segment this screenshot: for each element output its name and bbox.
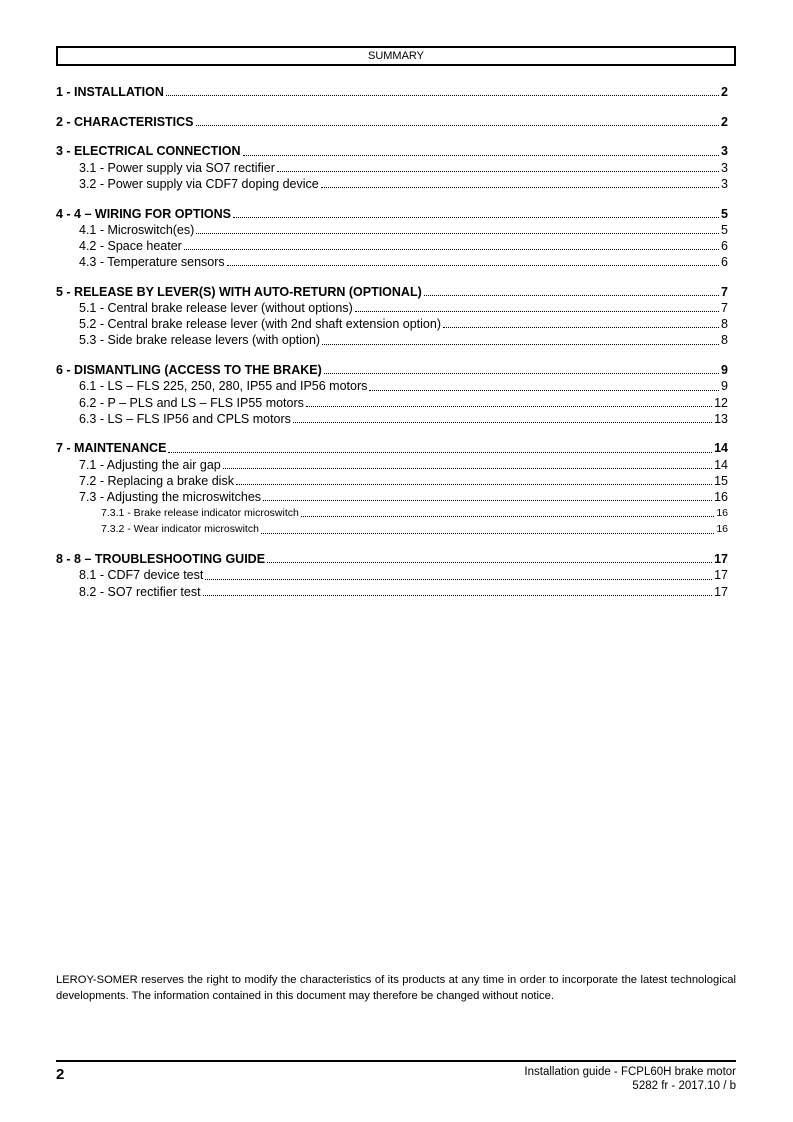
toc-dot-leader (263, 500, 712, 501)
toc-dot-leader (324, 373, 719, 374)
toc-dot-leader (443, 327, 719, 328)
toc-entry-page: 2 (721, 85, 728, 99)
toc-entry-title: 7.1 - Adjusting the air gap (79, 457, 221, 472)
toc-entry-page: 2 (721, 114, 728, 129)
toc-dot-leader (321, 187, 719, 188)
toc-entry[interactable] (56, 440, 728, 456)
toc-entry-title: 5.3 - Side brake release levers (with option) (79, 333, 321, 348)
toc-entry[interactable] (56, 300, 728, 316)
toc-entry[interactable] (56, 505, 728, 521)
toc-entry-title: 6.3 - LS – FLS IP56 and CPLS motors (79, 411, 291, 426)
toc-entry-title: 5.1 - Central brake release lever (without options) (79, 301, 353, 316)
toc-dot-leader (301, 516, 714, 517)
toc-entry[interactable] (56, 176, 728, 192)
toc-entry-title: 7.3 - Adjusting the microswitches (79, 490, 262, 505)
toc-entry[interactable] (56, 489, 728, 505)
toc-entry-page: 5 (721, 206, 728, 221)
toc-entry-title: 6 - DISMANTLING (ACCESS TO THE BRAKE) (56, 363, 322, 378)
toc-entry[interactable] (56, 284, 728, 300)
toc-entry-title: 7 - MAINTENANCE (56, 441, 167, 456)
footer-page-number: 2 (56, 1066, 65, 1083)
toc-entry-page: 16 (716, 523, 728, 536)
toc-section (56, 114, 728, 130)
toc-entry[interactable] (56, 143, 728, 159)
toc-dot-leader (196, 125, 720, 126)
toc-entry-page: 9 (721, 363, 728, 378)
toc-entry-page: 14 (714, 441, 728, 456)
footer-doc-title: Installation guide - FCPL60H brake motor (524, 1066, 736, 1078)
toc-entry-page: 3 (721, 176, 728, 191)
toc-entry[interactable] (56, 84, 728, 100)
toc-dot-leader (236, 484, 712, 485)
toc-entry[interactable] (56, 254, 728, 270)
toc-dot-leader (424, 295, 719, 296)
summary-label: SUMMARY (367, 50, 425, 62)
toc-entry-page: 7 (721, 284, 728, 299)
toc-entry-page: 9 (721, 379, 728, 394)
toc-section (56, 551, 728, 600)
toc-entry[interactable] (56, 378, 728, 394)
toc-entry[interactable] (56, 332, 728, 348)
footer-doc-ref: 5282 fr - 2017.10 / b (632, 1080, 736, 1092)
toc-entry-title: 6.2 - P – PLS and LS – FLS IP55 motors (79, 395, 304, 410)
toc-dot-leader (355, 311, 719, 312)
toc-entry-title: 3 - ELECTRICAL CONNECTION (56, 144, 241, 159)
toc-entry-page: 14 (714, 457, 728, 472)
toc-dot-leader (205, 579, 712, 580)
toc-dot-leader (168, 452, 712, 453)
toc-entry-page: 8 (721, 317, 728, 332)
toc-entry[interactable] (56, 316, 728, 332)
toc-entry-page: 15 (714, 473, 728, 488)
toc-entry[interactable] (56, 395, 728, 411)
toc-entry-page: 17 (714, 568, 728, 583)
toc-section (56, 284, 728, 349)
toc-entry-title: 3.1 - Power supply via SO7 rectifier (79, 160, 275, 175)
toc-entry[interactable] (56, 222, 728, 238)
toc-entry-title: 8.1 - CDF7 device test (79, 568, 204, 583)
toc-entry-title: 4.1 - Microswitch(es) (79, 222, 195, 237)
toc-entry-title: 2 - CHARACTERISTICS (56, 114, 194, 129)
toc-entry-title: 8.2 - SO7 rectifier test (79, 584, 201, 599)
toc-entry-title: 7.3.2 - Wear indicator microswitch (101, 523, 259, 536)
toc-entry-page: 3 (721, 160, 728, 175)
toc-dot-leader (203, 595, 713, 596)
toc-entry[interactable] (56, 551, 728, 567)
toc-entry-page: 5 (721, 222, 728, 237)
toc-entry-page: 12 (714, 395, 728, 410)
toc-entry[interactable] (56, 160, 728, 176)
toc-entry-title: 5.2 - Central brake release lever (with 2nd shaft extension option) (79, 317, 441, 332)
toc-section (56, 206, 728, 271)
toc-dot-leader (369, 390, 719, 391)
toc-entry[interactable] (56, 114, 728, 130)
toc-entry-page: 3 (721, 144, 728, 159)
toc-entry[interactable] (56, 411, 728, 427)
toc-dot-leader (233, 217, 719, 218)
toc-dot-leader (277, 171, 719, 172)
toc-entry[interactable] (56, 362, 728, 378)
toc-section (56, 143, 728, 192)
toc-entry[interactable] (56, 473, 728, 489)
toc-entry-title: 3.2 - Power supply via CDF7 doping device (79, 176, 319, 191)
summary-header (56, 46, 736, 66)
toc-entry-title: 4 - 4 – WIRING FOR OPTIONS (56, 206, 232, 221)
toc-entry[interactable] (56, 457, 728, 473)
toc-entry-page: 17 (714, 552, 728, 567)
toc-entry-page: 13 (714, 411, 728, 426)
toc-dot-leader (223, 468, 712, 469)
toc-entry-title: 7.3.1 - Brake release indicator microswitch (101, 507, 299, 520)
toc-entry-page: 6 (721, 255, 728, 270)
toc-entry[interactable] (56, 567, 728, 583)
footer-doc-info (524, 1065, 736, 1093)
toc-entry-title: 4.3 - Temperature sensors (79, 255, 225, 270)
table-of-contents (56, 84, 728, 613)
toc-entry-title: 7.2 - Replacing a brake disk (79, 473, 234, 488)
toc-dot-leader (261, 533, 714, 534)
toc-section (56, 84, 728, 100)
toc-entry[interactable] (56, 584, 728, 600)
toc-entry-page: 7 (721, 301, 728, 316)
toc-dot-leader (306, 406, 712, 407)
toc-entry-page: 6 (721, 238, 728, 253)
toc-dot-leader (227, 265, 719, 266)
toc-entry[interactable] (56, 206, 728, 222)
toc-entry-page: 16 (714, 490, 728, 505)
toc-dot-leader (267, 562, 712, 563)
toc-entry-title: 6.1 - LS – FLS 225, 250, 280, IP55 and IP56 motors (79, 379, 368, 394)
toc-entry-page: 16 (716, 507, 728, 520)
toc-section (56, 362, 728, 427)
toc-dot-leader (196, 233, 719, 234)
toc-entry-title: 8 - 8 – TROUBLESHOOTING GUIDE (56, 552, 266, 567)
toc-dot-leader (166, 95, 719, 96)
toc-entry-page: 17 (714, 584, 728, 599)
toc-entry[interactable] (56, 521, 728, 537)
toc-entry-title: 4.2 - Space heater (79, 238, 182, 253)
toc-dot-leader (243, 155, 720, 156)
toc-entry-title: 5 - RELEASE BY LEVER(S) WITH AUTO-RETURN (OPTIONAL) (56, 284, 422, 299)
toc-section (56, 440, 728, 537)
toc-entry[interactable] (56, 238, 728, 254)
toc-entry-page: 8 (721, 333, 728, 348)
footer-divider (56, 1060, 736, 1062)
toc-dot-leader (184, 249, 719, 250)
toc-dot-leader (293, 422, 712, 423)
disclaimer-text: LEROY-SOMER reserves the right to modify the characteristics of its products at any time in order to incorporate the latest technological developments. The information contained in this document may therefore be changed without notice. (56, 974, 736, 1002)
toc-entry-title: 1 - INSTALLATION (56, 85, 164, 99)
toc-dot-leader (322, 344, 719, 345)
